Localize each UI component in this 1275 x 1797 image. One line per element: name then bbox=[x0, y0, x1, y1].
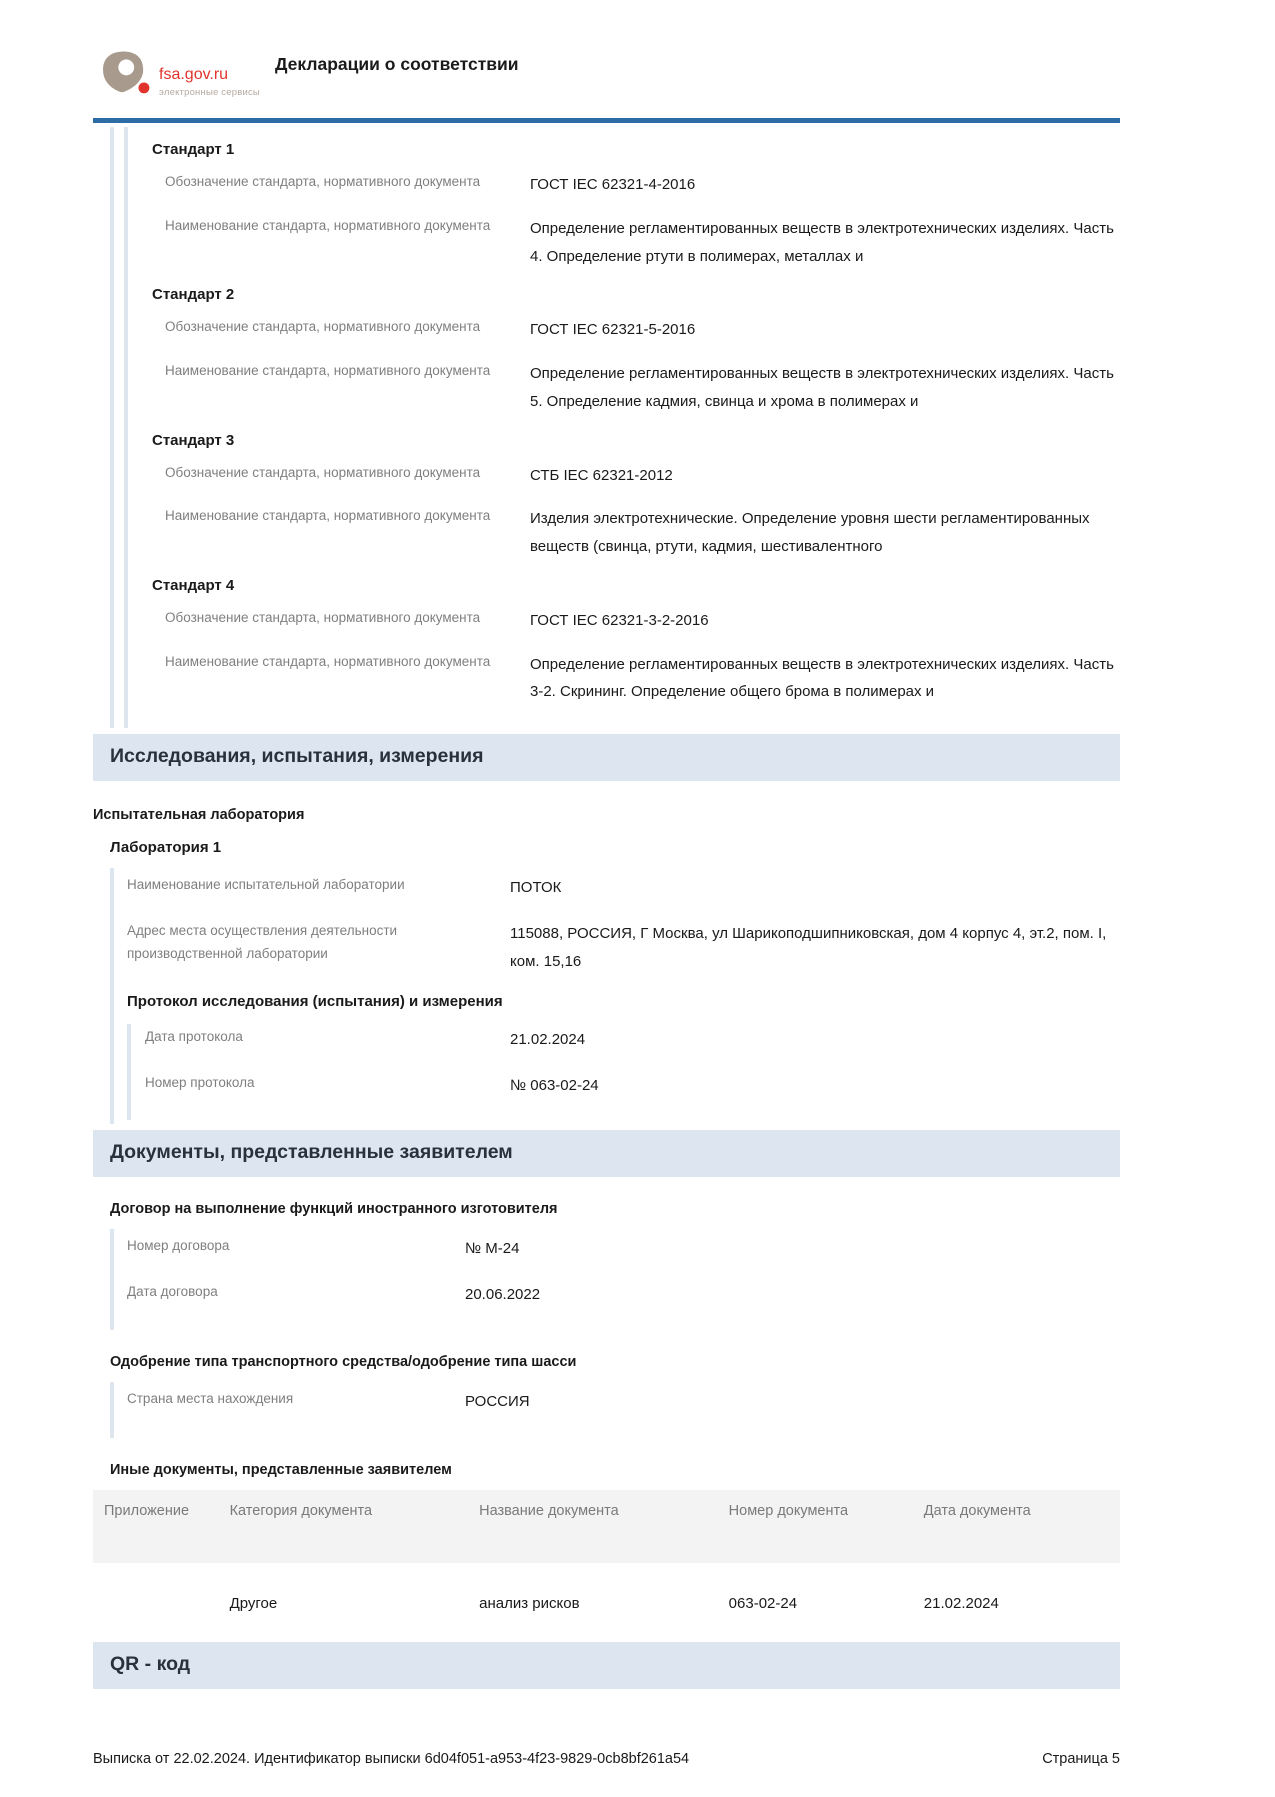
fsa-shield-icon bbox=[100, 44, 150, 100]
field-value: № 063-02-24 bbox=[510, 1077, 599, 1094]
logo-brand: fsa.gov.ru bbox=[159, 66, 229, 84]
field-value: 20.06.2022 bbox=[465, 1285, 541, 1303]
lab-heading: Лаборатория 1 bbox=[110, 839, 222, 856]
field-value: ПОТОК bbox=[510, 879, 562, 896]
table-header-cell: Дата документа bbox=[923, 1503, 1031, 1519]
lab-section-heading: Испытательная лаборатория bbox=[93, 807, 305, 823]
field-label: Номер протокола bbox=[145, 1075, 255, 1090]
field-row bbox=[165, 607, 1120, 635]
lab-group bbox=[110, 868, 1120, 1124]
field-value: ГОСТ IEC 62321-4-2016 bbox=[530, 176, 696, 193]
section-banner-qr: QR - код bbox=[93, 1642, 1120, 1689]
table-header-row bbox=[93, 1490, 1120, 1563]
field-row bbox=[127, 920, 1120, 976]
field-row bbox=[127, 1281, 1120, 1309]
page-title: Декларации о соответствии bbox=[275, 54, 519, 74]
extract-id-text: Выписка от 22.02.2024. Идентификатор выписки 6d04f051-a953-4f23-9829-0cb8bf261a54 bbox=[93, 1751, 690, 1767]
logo-red-dot-icon bbox=[138, 82, 149, 93]
standard-heading: Стандарт 4 bbox=[152, 576, 235, 594]
document-header bbox=[93, 44, 1120, 100]
field-value: РОССИЯ bbox=[465, 1393, 530, 1411]
table-header-cell: Номер документа bbox=[728, 1503, 849, 1519]
field-value: 115088, РОССИЯ, Г Москва, ул Шарикоподшипниковская, дом 4 корпус 4, эт.2, пом. I, ком. 15,16 bbox=[510, 924, 1107, 970]
other-docs-table bbox=[93, 1490, 1120, 1636]
field-label: Наименование стандарта, нормативного документа bbox=[165, 508, 491, 524]
field-value: ГОСТ IEC 62321-5-2016 bbox=[530, 321, 696, 339]
standard-heading: Стандарт 1 bbox=[152, 141, 235, 158]
page-number: Страница 5 bbox=[1042, 1751, 1120, 1767]
section-banner-research: Исследования, испытания, измерения bbox=[93, 734, 1120, 781]
table-cell: 063-02-24 bbox=[728, 1595, 798, 1612]
table-header-cell: Название документа bbox=[479, 1503, 619, 1519]
field-row bbox=[165, 651, 1120, 707]
field-value: 21.02.2024 bbox=[510, 1031, 586, 1049]
table-row bbox=[93, 1563, 1120, 1636]
field-row bbox=[165, 171, 1120, 199]
field-value: Определение регламентированных веществ в электротехнических изделиях. Часть 5. Определение кадмия, свинца и хрома в полимерах и bbox=[530, 365, 1114, 410]
field-label: Обозначение стандарта, нормативного документа bbox=[165, 174, 481, 189]
contract-heading: Договор на выполнение функций иностранного изготовителя bbox=[110, 1200, 558, 1217]
field-label: Наименование стандарта, нормативного документа bbox=[165, 363, 491, 378]
contract-group bbox=[110, 1229, 1120, 1331]
standard-heading: Стандарт 2 bbox=[152, 286, 235, 304]
table-cell: Другое bbox=[229, 1595, 278, 1612]
standard-block-1 bbox=[152, 141, 1120, 270]
field-value: Определение регламентированных веществ в электротехнических изделиях. Часть 4. Определение ртути в полимерах, металлах и bbox=[530, 219, 1114, 265]
field-label: Обозначение стандарта, нормативного документа bbox=[165, 609, 481, 625]
header-divider bbox=[93, 118, 1120, 123]
field-row bbox=[127, 874, 1120, 902]
page-footer bbox=[93, 1751, 1120, 1767]
protocol-heading: Протокол исследования (испытания) и измерения bbox=[127, 993, 503, 1011]
logo-text bbox=[159, 66, 260, 100]
table-cell bbox=[93, 1595, 230, 1612]
field-label: Обозначение стандарта, нормативного документа bbox=[165, 319, 481, 335]
field-row bbox=[165, 360, 1120, 416]
protocol-group bbox=[127, 1024, 1120, 1120]
field-label: Наименование испытательной лаборатории bbox=[127, 877, 405, 892]
field-row bbox=[165, 462, 1120, 490]
field-value: СТБ IEC 62321-2012 bbox=[530, 466, 673, 484]
field-row bbox=[145, 1072, 1120, 1100]
table-cell: анализ рисков bbox=[479, 1595, 580, 1612]
approval-heading: Одобрение типа транспортного средства/одобрение типа шасси bbox=[110, 1354, 577, 1371]
other-docs-heading: Иные документы, представленные заявителем bbox=[110, 1462, 452, 1478]
field-label: Страна места нахождения bbox=[127, 1391, 294, 1407]
field-row bbox=[165, 316, 1120, 344]
field-label: Номер договора bbox=[127, 1237, 230, 1253]
field-row bbox=[165, 215, 1120, 271]
field-row bbox=[165, 505, 1120, 561]
field-row bbox=[145, 1026, 1120, 1054]
table-cell: 21.02.2024 bbox=[923, 1595, 999, 1612]
field-row bbox=[127, 1388, 1120, 1416]
section-banner-documents: Документы, представленные заявителем bbox=[93, 1130, 1120, 1177]
field-row bbox=[127, 1235, 1120, 1263]
field-label: Дата протокола bbox=[145, 1029, 243, 1045]
approval-group bbox=[110, 1382, 1120, 1438]
standard-block-3 bbox=[152, 432, 1120, 561]
fsa-logo bbox=[100, 44, 275, 100]
field-value: Определение регламентированных веществ в электротехнических изделиях. Часть 3-2. Скрининг. Определение общего брома в полимерах и bbox=[530, 655, 1114, 701]
logo-tagline: электронные сервисы bbox=[159, 87, 260, 98]
table-header-cell: Приложение bbox=[104, 1503, 190, 1519]
standard-block-4 bbox=[152, 577, 1120, 706]
standard-heading: Стандарт 3 bbox=[152, 431, 235, 449]
standard-block-2 bbox=[152, 286, 1120, 415]
field-label: Дата договора bbox=[127, 1283, 218, 1299]
field-value: ГОСТ IEC 62321-3-2-2016 bbox=[530, 611, 709, 629]
standards-list bbox=[124, 127, 1120, 728]
field-label: Наименование стандарта, нормативного документа bbox=[165, 217, 491, 233]
field-value: № М-24 bbox=[465, 1239, 520, 1257]
field-label: Обозначение стандарта, нормативного документа bbox=[165, 464, 481, 480]
table-header-cell: Категория документа bbox=[229, 1503, 373, 1519]
field-value: Изделия электротехнические. Определение уровня шести регламентированных веществ (свинца, ртути, кадмия, шестивалентного bbox=[530, 510, 1090, 555]
standards-section bbox=[110, 127, 1120, 728]
field-label: Адрес места осуществления деятельности производственной лаборатории bbox=[127, 922, 398, 961]
field-label: Наименование стандарта, нормативного документа bbox=[165, 653, 491, 669]
